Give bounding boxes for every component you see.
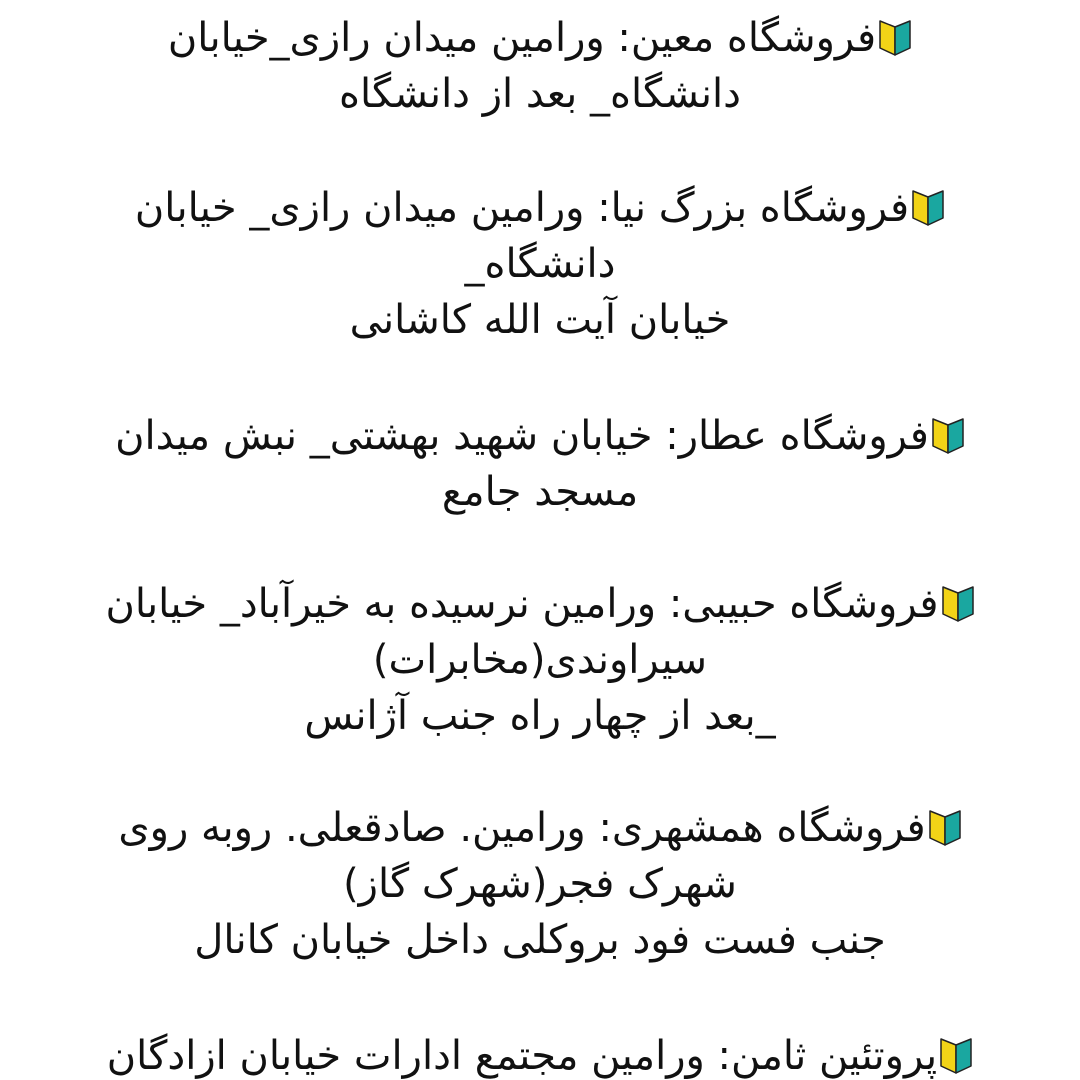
- entry-line: فروشگاه حبیبی: ورامین نرسیده به خیرآباد_ خیابان: [0, 576, 1080, 632]
- entry-line: خیابان آیت الله کاشانی: [349, 297, 731, 343]
- entry-line: دانشگاه_ بعد از دانشگاه: [339, 71, 741, 117]
- entry-line: _بعد از چهار راه جنب آژانس: [304, 693, 776, 739]
- beginner-shield-icon: [878, 17, 912, 57]
- entry-line: سیراوندی(مخابرات): [372, 637, 708, 683]
- entry-line: پروتئین ثامن: ورامین مجتمع ادارات خیابان ازادگان: [0, 1028, 1080, 1080]
- store-entry-habibi: [0, 576, 1080, 744]
- store-entry-attar: [0, 408, 1080, 520]
- beginner-shield-icon: [941, 583, 975, 623]
- store-entry-protein-samen: [0, 1028, 1080, 1080]
- entry-line: فروشگاه بزرگ نیا: ورامین میدان رازی_ خیابان: [0, 180, 1080, 236]
- store-entry-bozorgnia: [0, 180, 1080, 348]
- beginner-shield-icon: [939, 1035, 973, 1075]
- entry-line: جنب فست فود بروکلی داخل خیابان کانال: [194, 917, 886, 963]
- beginner-shield-icon: [928, 807, 962, 847]
- entry-line: شهرک فجر(شهرک گاز): [343, 861, 737, 907]
- entry-line: فروشگاه معین: ورامین میدان رازی_خیابان: [0, 10, 1080, 66]
- entry-line: فروشگاه همشهری: ورامین. صادقعلی. روبه روی: [0, 800, 1080, 856]
- store-entry-moein: [0, 10, 1080, 122]
- store-entry-hamshahri: [0, 800, 1080, 968]
- beginner-shield-icon: [931, 415, 965, 455]
- entry-line: دانشگاه_: [464, 241, 616, 287]
- entry-line: فروشگاه عطار: خیابان شهید بهشتی_ نبش میدان: [0, 408, 1080, 464]
- beginner-shield-icon: [911, 187, 945, 227]
- entry-line: مسجد جامع: [441, 469, 639, 515]
